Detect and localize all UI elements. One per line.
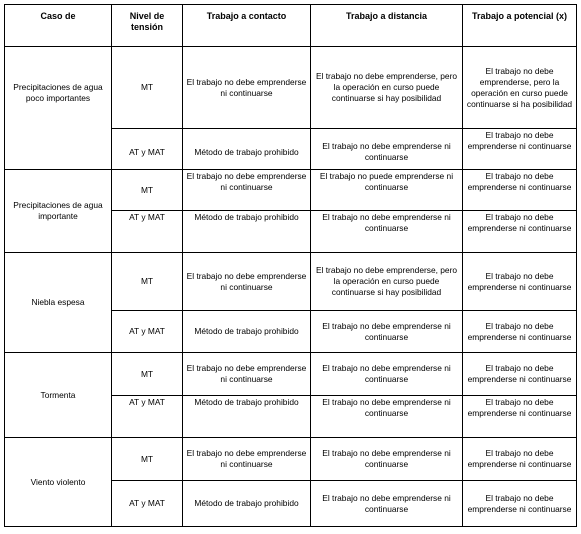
distancia-cell: El trabajo no debe emprenderse ni continuarse [311, 311, 463, 353]
table-row [5, 47, 577, 129]
potencial-cell: El trabajo no debe emprenderse ni continuarse [463, 353, 577, 396]
distancia-cell: El trabajo no debe emprenderse, pero la operación en curso puede continuarse si hay posibilidad [311, 253, 463, 311]
potencial-cell: El trabajo no debe emprenderse ni continuarse [463, 253, 577, 311]
nivel-cell: AT y MAT [112, 396, 183, 438]
potencial-cell: El trabajo no debe emprenderse ni continuarse [463, 481, 577, 527]
distancia-cell: El trabajo no debe emprenderse ni continuarse [311, 129, 463, 170]
table-row [5, 353, 577, 396]
potencial-cell: El trabajo no debe emprenderse ni continuarse [463, 396, 577, 438]
case-cell: Tormenta [5, 353, 112, 438]
nivel-cell: MT [112, 438, 183, 481]
contacto-cell: El trabajo no debe emprenderse ni continuarse [183, 253, 311, 311]
contacto-cell: Método de trabajo prohibido [183, 311, 311, 353]
header-distancia: Trabajo a distancia [311, 5, 463, 47]
table-row [5, 170, 577, 211]
potencial-cell: El trabajo no debe emprenderse ni continuarse [463, 438, 577, 481]
case-cell: Precipitaciones de agua importante [5, 170, 112, 253]
header-potencial: Trabajo a potencial (x) [463, 5, 577, 47]
case-cell: Precipitaciones de agua poco importantes [5, 47, 112, 170]
distancia-cell: El trabajo no puede emprenderse ni continuarse [311, 170, 463, 211]
header-contacto: Trabajo a contacto [183, 5, 311, 47]
distancia-cell: El trabajo no debe emprenderse ni continuarse [311, 438, 463, 481]
distancia-cell: El trabajo no debe emprenderse, pero la operación en curso puede continuarse si hay posibilidad [311, 47, 463, 129]
contacto-cell: El trabajo no debe emprenderse ni continuarse [183, 438, 311, 481]
table-row [5, 253, 577, 311]
contacto-cell: Método de trabajo prohibido [183, 211, 311, 253]
potencial-cell: El trabajo no debe emprenderse ni continuarse [463, 311, 577, 353]
header-nivel: Nivel de tensión [112, 5, 183, 47]
table-row [5, 438, 577, 481]
conditions-table [4, 4, 577, 527]
distancia-cell: El trabajo no debe emprenderse ni continuarse [311, 211, 463, 253]
case-cell: Niebla espesa [5, 253, 112, 353]
potencial-cell: El trabajo no debe emprenderse ni continuarse [463, 170, 577, 211]
potencial-cell: El trabajo no debe emprenderse, pero la operación en curso puede continuarse si ha posibilidad [463, 47, 577, 129]
contacto-cell: El trabajo no debe emprenderse ni continuarse [183, 47, 311, 129]
nivel-cell: MT [112, 353, 183, 396]
distancia-cell: El trabajo no debe emprenderse ni continuarse [311, 481, 463, 527]
potencial-cell: El trabajo no debe emprenderse ni continuarse [463, 211, 577, 253]
contacto-cell: El trabajo no debe emprenderse ni continuarse [183, 353, 311, 396]
header-caso: Caso de [5, 5, 112, 47]
nivel-cell: AT y MAT [112, 481, 183, 527]
contacto-cell: Método de trabajo prohibido [183, 396, 311, 438]
contacto-cell: Método de trabajo prohibido [183, 481, 311, 527]
nivel-cell: MT [112, 47, 183, 129]
case-cell: Viento violento [5, 438, 112, 527]
nivel-cell: AT y MAT [112, 311, 183, 353]
nivel-cell: AT y MAT [112, 211, 183, 253]
contacto-cell: Método de trabajo prohibido [183, 129, 311, 170]
nivel-cell: AT y MAT [112, 129, 183, 170]
contacto-cell: El trabajo no debe emprenderse ni continuarse [183, 170, 311, 211]
distancia-cell: El trabajo no debe emprenderse ni continuarse [311, 396, 463, 438]
distancia-cell: El trabajo no debe emprenderse ni continuarse [311, 353, 463, 396]
nivel-cell: MT [112, 170, 183, 211]
potencial-cell: El trabajo no debe emprenderse ni continuarse [463, 129, 577, 170]
header-row [5, 5, 577, 47]
nivel-cell: MT [112, 253, 183, 311]
